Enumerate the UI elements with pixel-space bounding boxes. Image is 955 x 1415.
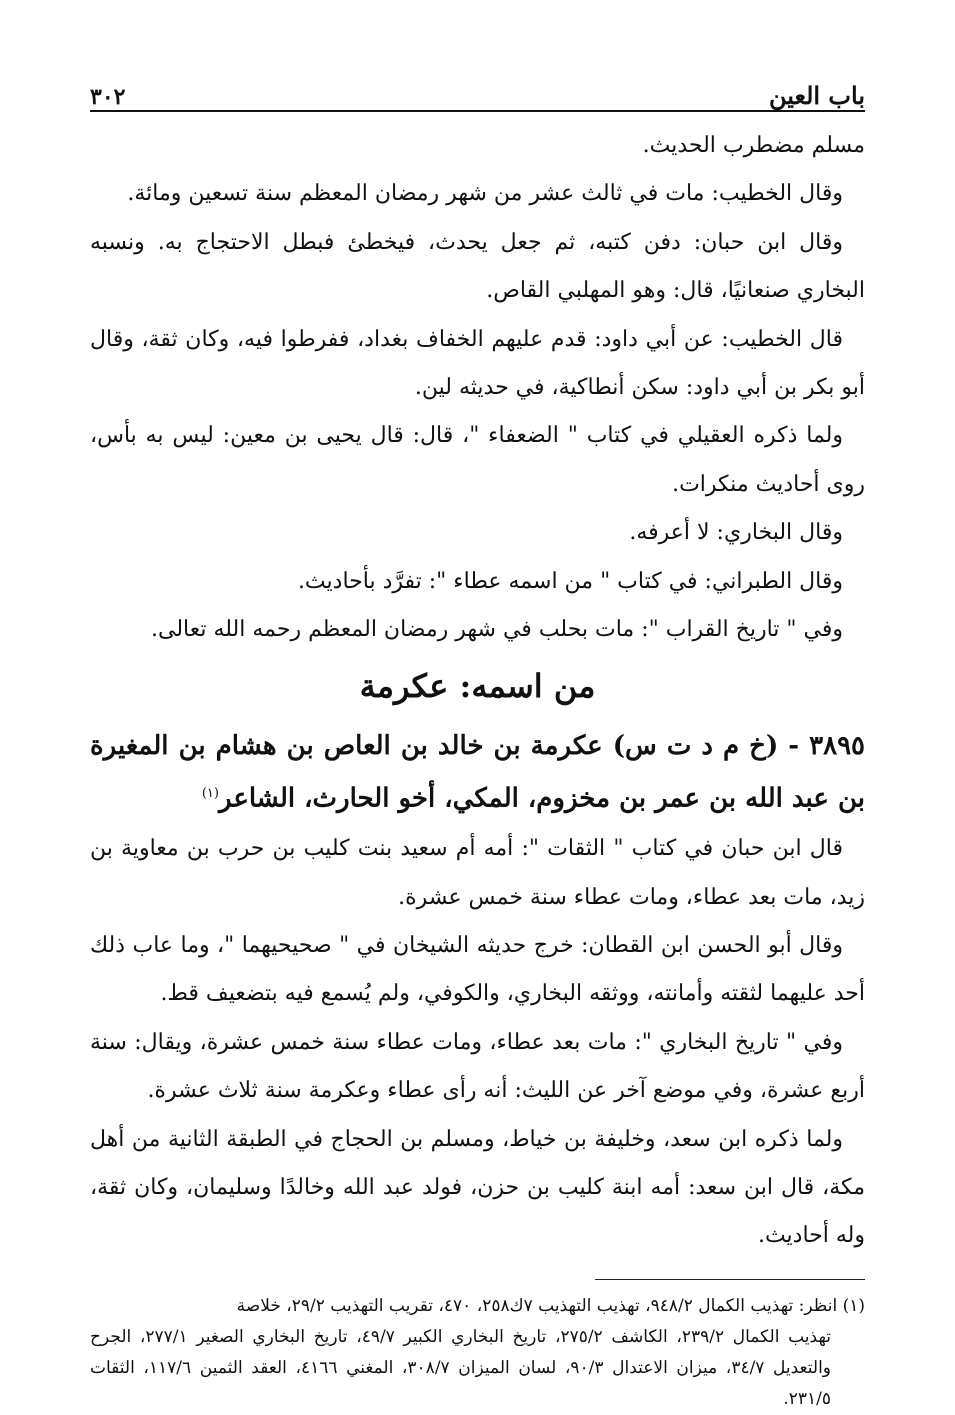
paragraph: قال ابن حبان في كتاب " الثقات ": أمه أم سعيد بنت كليب بن حرب بن معاوية بن زيد، مات بعد عطاء، ومات عطاء سنة خمس عشرة. xyxy=(90,836,865,910)
paragraph: وقال ابن حبان: دفن كتبه، ثم جعل يحدث، فيخطئ فبطل الاحتجاج به. ونسبه البخاري صنعانيًا، قال: وهو المهلبي القاص. xyxy=(90,229,865,304)
paragraph: وقال البخاري: لا أعرفه. xyxy=(629,520,843,546)
entry-heading-text: ٣٨٩٥ - (خ م د ت س) عكرمة بن خالد بن العاص بن هشام بن المغيرة بن عبد الله بن عمر بن مخزوم، المكي، أخو الحارث، الشاعر xyxy=(90,731,865,815)
paragraph: وقال الطبراني: في كتاب " من اسمه عطاء ": تفرَّد بأحاديث. xyxy=(297,568,843,594)
paragraph: وقال الخطيب: مات في ثالث عشر من شهر رمضان المعظم سنة تسعين ومائة. xyxy=(127,181,843,207)
footnote-first-line: (١) انظر: تهذيب الكمال ٩٤٨/٢، تهذيب التهذيب ٧ك٢٥٨، ٤٧٠، تقريب التهذيب ٢٩/٢، خلاصة xyxy=(236,1295,865,1316)
paragraph: وقال أبو الحسن ابن القطان: خرج حديثه الشيخان في " صحيحيهما "، وما عاب ذلك أحد عليهما لثقته وأمانته، ووثقه البخاري، والكوفي، ولم يُسمع فيه بتضعيف قط. xyxy=(90,932,865,1007)
section-title: من اسمه: عكرمة xyxy=(359,667,596,706)
paragraph: وفي " تاريخ القراب ": مات بحلب في شهر رمضان المعظم رحمه الله تعالى. xyxy=(151,617,843,643)
text-after-section xyxy=(90,825,865,1261)
paragraph: قال الخطيب: عن أبي داود: قدم عليهم الخفاف بغداد، ففرطوا فيه، وكان ثقة، وقال أبو بكر بن أبي داود: سكن أنطاكية، في حديثه لين. xyxy=(90,326,865,401)
book-page xyxy=(90,62,865,1415)
footnote-marker[interactable]: (١) xyxy=(201,786,219,802)
entry-heading xyxy=(90,722,865,823)
paragraph: مسلم مضطرب الحديث. xyxy=(642,133,865,158)
footnote-continuation: تهذيب الكمال ٢٣٩/٢، الكاشف ٢٧٥/٢، تاريخ البخاري الكبير ٤٩/٧، تاريخ البخاري الصغير ٢٧٧/١، الجرح والتعديل ٣٤/٧، ميزان الاعتدال ٩٠/٣، لسان الميزان ٣٠٨/٧، المغني ٤١٦٦، العقد الثمين ١١٧/٦، الثقات ٢٣١/٥. xyxy=(90,1326,832,1409)
page-number: ٣٠٢ xyxy=(90,84,126,110)
paragraph: ولما ذكره العقيلي في كتاب " الضعفاء "، قال: قال يحيى بن معين: ليس به بأس، روى أحاديث منكرات. xyxy=(90,423,865,497)
text-before-section xyxy=(90,122,865,654)
paragraph: ولما ذكره ابن سعد، وخليفة بن خياط، ومسلم بن الحجاج في الطبقة الثانية من أهل مكة، قال ابن سعد: أمه ابنة كليب بن حزن، فولد عبد الله وخالدًا وسليمان، وكان ثقة، وله أحاديث. xyxy=(90,1126,865,1249)
footnote-separator xyxy=(595,1279,865,1280)
footnote xyxy=(90,1291,865,1415)
page-header xyxy=(90,62,865,112)
paragraph: وفي " تاريخ البخاري ": مات بعد عطاء، ومات عطاء سنة خمس عشرة، ويقال: سنة أربع عشرة، وفي موضع آخر عن الليث: أنه رأى عطاء وعكرمة سنة ثلاث عشرة. xyxy=(90,1029,865,1104)
footnote-separator-wrap xyxy=(90,1279,865,1281)
chapter-title: باب العين xyxy=(768,81,865,110)
